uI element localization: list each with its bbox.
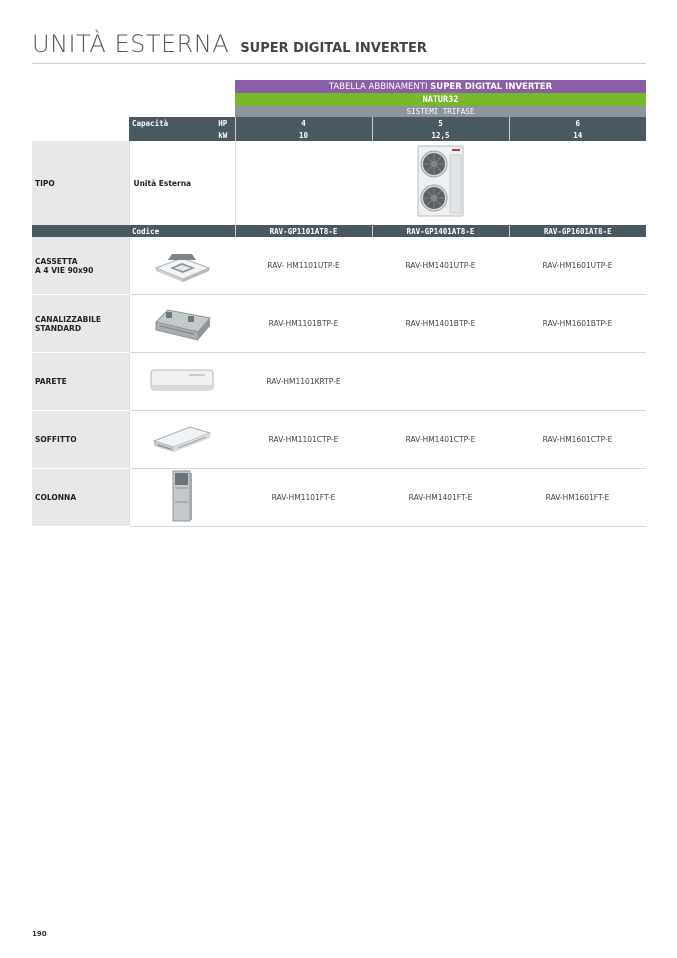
model-code: RAV-HM1601CTP-E <box>509 411 646 469</box>
wall-unit-image <box>149 366 215 394</box>
page-number: 190 <box>32 930 47 938</box>
page-title: UNITÀ ESTERNA <box>32 30 230 58</box>
table-title-prefix: TABELLA ABBINAMENTI <box>328 81 428 92</box>
product-type-label <box>32 353 129 411</box>
model-code: RAV-HM1601UTP-E <box>509 237 646 295</box>
model-code: RAV-HM1101KRTP-E <box>235 353 372 411</box>
product-type-line-1: CASSETTA <box>35 256 78 266</box>
model-code: RAV-HM1401UTP-E <box>372 237 509 295</box>
floor-standing-unit-image <box>170 470 194 522</box>
kw-unit: kW <box>211 129 235 141</box>
model-code: RAV-HM1401BTP-E <box>372 295 509 353</box>
ducted-unit-image <box>152 302 212 342</box>
product-type-line-1: COLONNA <box>35 493 77 502</box>
model-code: RAV-HM1401FT-E <box>372 469 509 527</box>
series-label: NATUR32 <box>235 93 646 106</box>
kw-value: 14 <box>509 129 646 141</box>
product-image-cell <box>129 295 235 353</box>
model-code: RAV-HM1101FT-E <box>235 469 372 527</box>
cassette-unit-image <box>152 244 212 284</box>
outdoor-code: RAV-GP1101AT8-E <box>235 225 372 237</box>
hp-unit: HP <box>211 117 235 129</box>
product-type-line-2: A 4 VIE 90x90 <box>35 265 94 275</box>
table-title-row <box>32 80 646 93</box>
model-code: RAV- HM1101UTP-E <box>235 237 372 295</box>
table-row <box>32 411 646 469</box>
kw-value: 12,5 <box>372 129 509 141</box>
outdoor-unit-label: Unità Esterna <box>129 141 235 225</box>
kw-value: 10 <box>235 129 372 141</box>
type-row <box>32 141 646 225</box>
hp-row <box>32 117 646 129</box>
capacity-label: Capacità <box>129 117 211 129</box>
hp-value: 6 <box>509 117 646 129</box>
code-row <box>32 225 646 237</box>
system-label: SISTEMI TRIFASE <box>235 106 646 117</box>
product-type-label <box>32 411 129 469</box>
system-row <box>32 106 646 117</box>
product-image-cell <box>129 411 235 469</box>
product-type-label <box>32 295 129 353</box>
product-type-line-1: SOFFITTO <box>35 435 77 444</box>
outdoor-code: RAV-GP1401AT8-E <box>372 225 509 237</box>
table-title <box>235 80 646 93</box>
model-code: RAV-HM1401CTP-E <box>372 411 509 469</box>
hp-value: 5 <box>372 117 509 129</box>
table-row <box>32 295 646 353</box>
product-type-line-1: PARETE <box>35 377 67 386</box>
code-label: Codice <box>129 225 235 237</box>
ceiling-unit-image <box>150 421 214 455</box>
page-header <box>32 30 646 58</box>
type-label: TIPO <box>32 141 129 225</box>
table-row <box>32 469 646 527</box>
product-type-label <box>32 469 129 527</box>
product-type-label <box>32 237 129 295</box>
hp-value: 4 <box>235 117 372 129</box>
table-row <box>32 237 646 295</box>
table-title-bold: SUPER DIGITAL INVERTER <box>430 81 553 92</box>
header-divider <box>32 63 646 64</box>
combination-table <box>32 80 646 527</box>
page-subtitle: SUPER DIGITAL INVERTER <box>240 41 427 56</box>
kw-row <box>32 129 646 141</box>
series-row <box>32 93 646 106</box>
product-image-cell <box>129 469 235 527</box>
table-row <box>32 353 646 411</box>
model-code: RAV-HM1101BTP-E <box>235 295 372 353</box>
product-type-line-2: STANDARD <box>35 323 82 333</box>
model-code: RAV-HM1601BTP-E <box>509 295 646 353</box>
model-code <box>509 353 646 411</box>
product-image-cell <box>129 353 235 411</box>
outdoor-code: RAV-GP1601AT8-E <box>509 225 646 237</box>
product-image-cell <box>129 237 235 295</box>
outdoor-unit-image-cell <box>235 141 646 225</box>
product-type-line-1: CANALIZZABILE <box>35 314 102 324</box>
model-code: RAV-HM1601FT-E <box>509 469 646 527</box>
model-code <box>372 353 509 411</box>
outdoor-unit-image <box>416 145 466 217</box>
model-code: RAV-HM1101CTP-E <box>235 411 372 469</box>
